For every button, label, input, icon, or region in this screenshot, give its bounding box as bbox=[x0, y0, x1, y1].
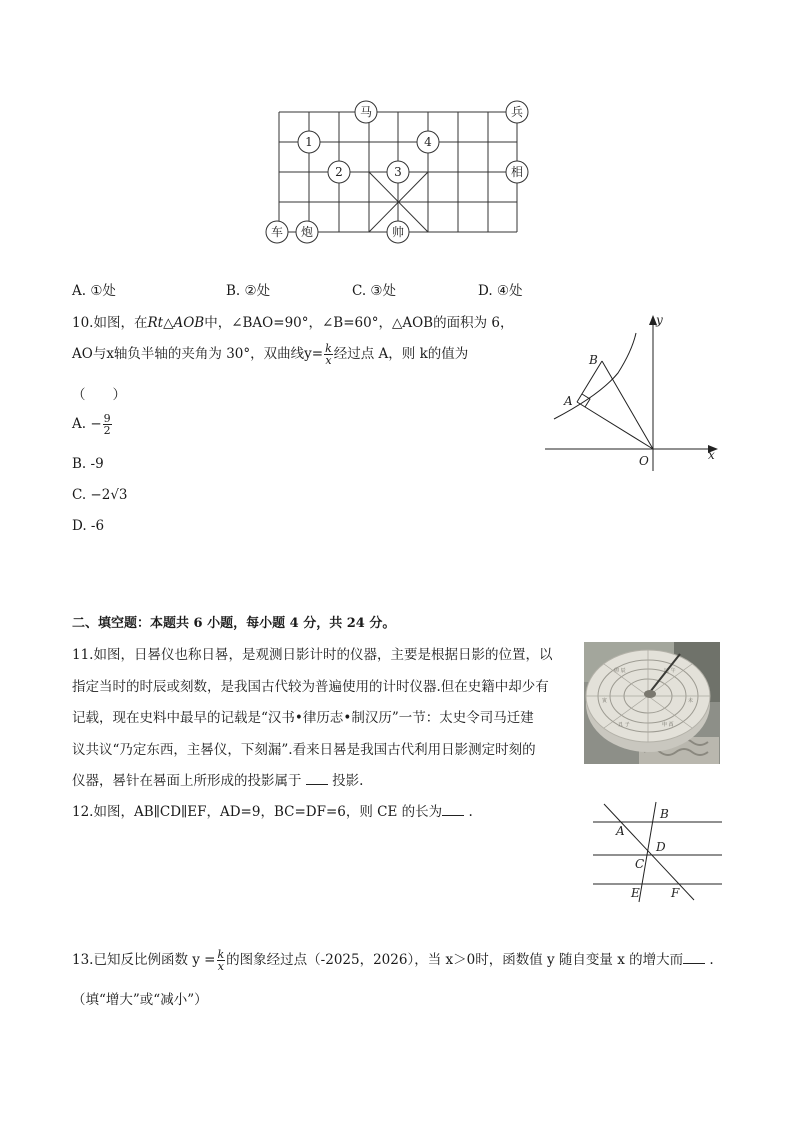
q10-opt-a-num: 9 bbox=[103, 412, 111, 425]
q10-label-a: A bbox=[564, 394, 573, 408]
q10-label-y: y bbox=[656, 313, 663, 327]
chess-board-figure bbox=[255, 95, 545, 250]
q9-option-a: A. ①处 bbox=[72, 283, 116, 299]
q10-frac-num: k bbox=[325, 342, 332, 355]
q12-parallel-lines-figure bbox=[590, 800, 726, 904]
q10-line2 bbox=[72, 342, 468, 366]
q10-option-c: C. −2√3 bbox=[72, 487, 128, 503]
q10-hyperbola-figure bbox=[540, 305, 730, 475]
q13-line1 bbox=[72, 948, 714, 972]
q13-text-c: . bbox=[709, 952, 714, 968]
q11-answer-blank bbox=[306, 772, 328, 785]
q9-option-d: D. ④处 bbox=[478, 283, 523, 299]
q12-label-b: B bbox=[660, 807, 669, 821]
q10-option-a-fraction bbox=[103, 413, 112, 436]
sundial-photo bbox=[584, 642, 720, 764]
piece-xiang-label: 相 bbox=[510, 165, 524, 179]
q13-text-b: 的图象经过点（-2025，2026），当 x＞0时，函数值 y 随自变量 x 的增大而 bbox=[226, 952, 684, 968]
q10-line1-b: Rt△AOB bbox=[147, 315, 205, 331]
q10-line1 bbox=[72, 311, 513, 331]
q12-text-b: . bbox=[468, 804, 473, 820]
q10-label-b: B bbox=[589, 353, 598, 367]
q10-line2-b: 经过点 A，则 k的值为 bbox=[333, 346, 469, 362]
q12-label-f: F bbox=[671, 886, 680, 900]
marker-3-label: 3 bbox=[394, 165, 402, 179]
q12-answer-blank bbox=[442, 803, 464, 816]
q13-answer-blank bbox=[683, 951, 705, 964]
piece-bing-label: 兵 bbox=[510, 105, 524, 119]
q10-line2-a: AO与x轴负半轴的夹角为 30°，双曲线y= bbox=[72, 346, 324, 362]
q12-label-e: E bbox=[631, 886, 640, 900]
q11-line5-a: 仪器，晷针在晷面上所形成的投影属于 bbox=[72, 773, 302, 789]
svg-text:丑 子: 丑 子 bbox=[618, 722, 630, 728]
q11-line5 bbox=[72, 769, 363, 789]
q12-label-c: C bbox=[635, 857, 645, 871]
piece-shuai-label: 帅 bbox=[391, 225, 405, 239]
q10-line1-a: 10.如图，在 bbox=[72, 315, 148, 331]
svg-text:申 酉: 申 酉 bbox=[662, 722, 674, 728]
piece-pao-label: 炮 bbox=[300, 225, 314, 239]
svg-text:寅: 寅 bbox=[602, 698, 608, 704]
q10-option-a-label: A. − bbox=[72, 416, 102, 432]
q11-line3: 记载，现在史料中最早的记载是“汉书•律历志•制汉历”一节：太史令司马迁建 bbox=[72, 710, 534, 726]
q10-opt-a-den: 2 bbox=[103, 424, 111, 437]
q12-label-d: D bbox=[656, 840, 666, 854]
marker-4-label: 4 bbox=[424, 135, 432, 149]
q9-option-c: C. ③处 bbox=[352, 283, 397, 299]
q11-line1: 11.如图，日晷仪也称日晷，是观测日影计时的仪器，主要是根据日影的位置，以 bbox=[72, 647, 553, 663]
q10-fraction bbox=[324, 343, 333, 366]
q13-text-a: 13.已知反比例函数 y = bbox=[72, 952, 216, 968]
q10-frac-den: x bbox=[325, 354, 332, 367]
q10-label-o: O bbox=[639, 454, 649, 468]
q11-line4: 议共议“乃定东西，主晷仪，下刻漏”.看来日晷是我国古代利用日影测定时刻的 bbox=[72, 742, 536, 758]
q10-label-x: x bbox=[708, 448, 715, 462]
q13-frac-num: k bbox=[217, 948, 225, 961]
q10-option-a bbox=[72, 413, 113, 436]
svg-text:巳 午: 巳 午 bbox=[664, 668, 676, 674]
piece-che-label: 车 bbox=[270, 225, 284, 239]
q10-line1-c: 中，∠BAO=90°，∠B=60°，△AOB的面积为 6， bbox=[204, 315, 514, 331]
piece-ma-label: 马 bbox=[359, 105, 373, 119]
q10-option-b: B. -9 bbox=[72, 456, 104, 472]
q11-line5-b: 投影. bbox=[332, 773, 364, 789]
q12-label-a: A bbox=[616, 824, 625, 838]
svg-text:未: 未 bbox=[688, 698, 694, 704]
q12-text bbox=[72, 800, 473, 820]
section2-heading: 二、填空题：本题共 6 小题，每小题 4 分，共 24 分。 bbox=[72, 616, 396, 631]
marker-2-label: 2 bbox=[335, 165, 343, 179]
q10-option-d: D. -6 bbox=[72, 518, 105, 534]
marker-1-label: 1 bbox=[305, 135, 313, 149]
q13-line2: （填“增大”或“减小”） bbox=[72, 992, 208, 1008]
q12-text-a: 12.如图，AB∥CD∥EF，AD=9，BC=DF=6，则 CE 的长为 bbox=[72, 804, 443, 820]
svg-text:卯 辰: 卯 辰 bbox=[614, 668, 626, 674]
q10-paren: （ ） bbox=[72, 387, 126, 403]
q13-frac-den: x bbox=[217, 960, 224, 973]
q13-fraction bbox=[217, 949, 226, 972]
q9-option-b: B. ②处 bbox=[226, 283, 271, 299]
q11-line2: 指定当时的时辰或刻数，是我国古代较为普遍使用的计时仪器.但在史籍中却少有 bbox=[72, 679, 549, 695]
